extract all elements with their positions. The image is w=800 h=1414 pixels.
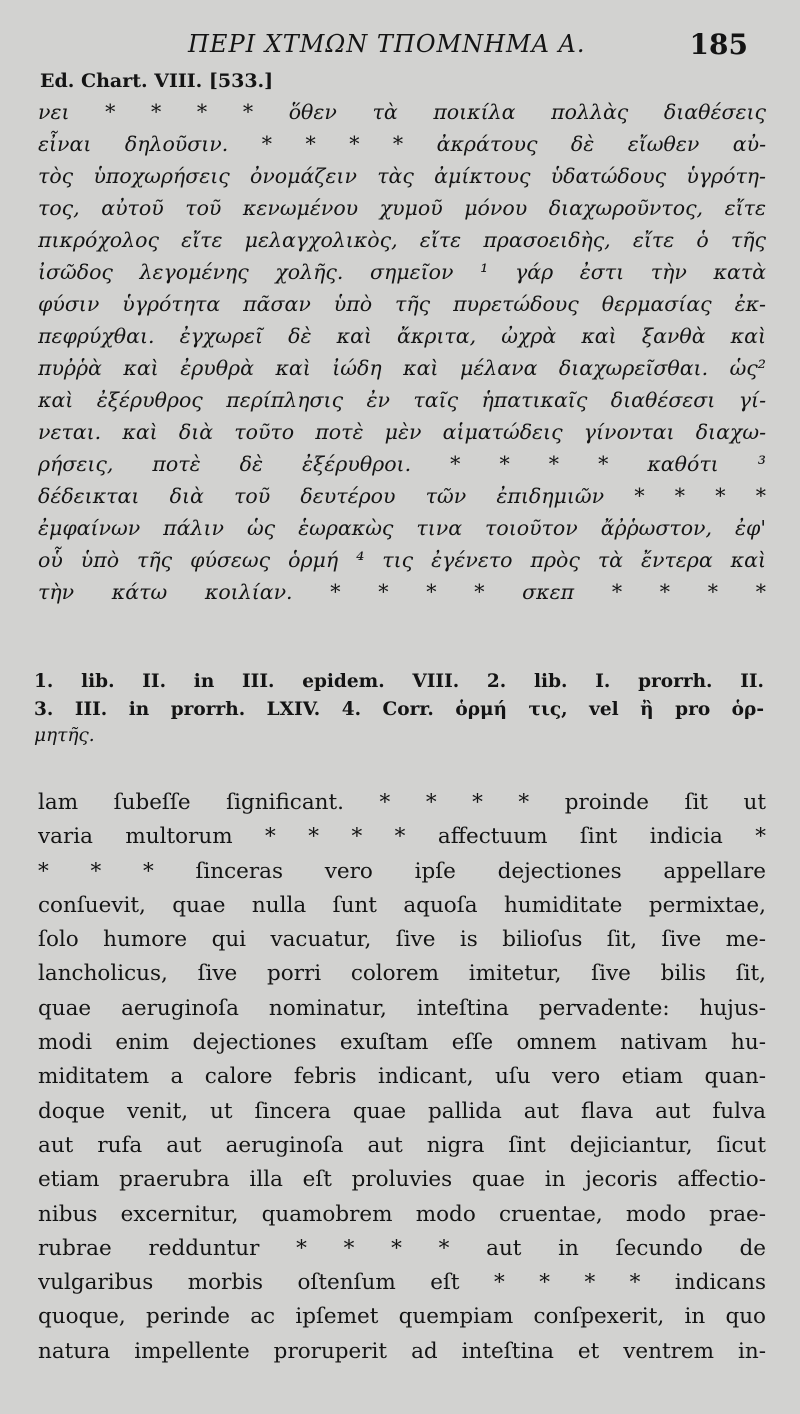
greek-text-line: πυῤῥὰ καὶ ἐρυθρὰ καὶ ἰώδη καὶ μέλανα διαχωρεῖσθαι. ὡς²	[38, 356, 766, 380]
latin-text-line: miditatem a calore febris indicant, uſu vero etiam quan-	[38, 1064, 766, 1090]
greek-text-line: οὗ ὑπὸ τῆς φύσεως ὁρμή ⁴ τις ἐγένετο πρὸς τὰ ἔντερα καὶ	[38, 548, 766, 572]
latin-text-block	[38, 786, 766, 1369]
latin-text-line: conſuevit, quae nulla ſunt aquoſa humiditate permixtae,	[38, 892, 766, 918]
greek-text-line: εἶναι δηλοῦσιν. * * * * ἀκράτους δὲ εἴωθεν αὐ-	[38, 132, 766, 156]
latin-text-line: vulgaribus morbis oſtenſum eſt * * * * indicans	[38, 1270, 766, 1296]
latin-text-line: natura impellente proruperit ad inteſtina et ventrem in-	[38, 1338, 766, 1364]
greek-text-line: ρήσεις, ποτὲ δὲ ἐξέρυθροι. * * * * καθότι ³	[38, 452, 766, 476]
latin-text-line: ſolo humore qui vacuatur, ſive is bilioſus ſit, ſive me-	[38, 927, 766, 953]
footnote-line: 3. III. in prorrh. LXIV. 4. Corr. ὁρμή τις, vel ἢ pro ὁρ-	[34, 699, 764, 720]
greek-text-line: τὸς ὑποχωρήσεις ὀνομάζειν τὰς ἀμίκτους ὑδατώδους ὑγρότη-	[38, 164, 766, 188]
greek-text-line: τος, αὐτοῦ τοῦ κενωμένου χυμοῦ μόνου διαχωροῦντος, εἴτε	[38, 196, 766, 220]
greek-text-line: ἐμφαίνων πάλιν ὡς ἑωρακὼς τινα τοιοῦτον ἄῤῥωστον, ἐφ'	[38, 516, 766, 540]
greek-text-line: νει * * * * ὅθεν τὰ ποικίλα πολλὰς διαθέσεις	[38, 100, 766, 124]
edition-reference: Ed. Chart. VIII. [533.]	[40, 70, 274, 92]
running-head	[0, 28, 800, 68]
footnotes-block	[34, 668, 764, 750]
latin-text-line: quoque, perinde ac ipſemet quempiam conſpexerit, in quo	[38, 1304, 766, 1330]
latin-text-line: quae aeruginoſa nominatur, inteſtina pervadente: hujus-	[38, 995, 766, 1021]
latin-text-line: nibus excernitur, quamobrem modo cruentae, modo prae-	[38, 1201, 766, 1227]
running-title: ΠΕΡΙ ΧΤΜΩΝ ΤΠΟΜΝΗΜΑ Α.	[188, 30, 586, 58]
latin-text-line: etiam praerubra illa eſt proluvies quae in jecoris affectio-	[38, 1167, 766, 1193]
latin-text-line: lam ſubeſſe ſignificant. * * * * proinde ſit ut	[38, 790, 766, 815]
greek-text-line: δέδεικται διὰ τοῦ δευτέρου τῶν ἐπιδημιῶν * * * *	[38, 484, 766, 508]
greek-text-line: πεφρύχθαι. ἐγχωρεῖ δὲ καὶ ἄκριτα, ὠχρὰ καὶ ξανθὰ καὶ	[38, 324, 766, 348]
page-number: 185	[689, 28, 748, 61]
latin-text-line: * * * ſinceras vero ipſe dejectiones appellare	[38, 858, 766, 884]
greek-text-line: νεται. καὶ διὰ τοῦτο ποτὲ μὲν αἱματώδεις γίνονται διαχω-	[38, 420, 766, 444]
latin-text-line: rubrae redduntur * * * * aut in ſecundo de	[38, 1235, 766, 1261]
greek-text-line: πικρόχολος εἴτε μελαγχολικὸς, εἴτε πρασοειδὴς, εἴτε ὁ τῆς	[38, 228, 766, 252]
latin-text-line: doque venit, ut ſincera quae pallida aut flava aut fulva	[38, 1098, 766, 1124]
greek-text-block	[38, 96, 766, 608]
footnote-line: 1. lib. II. in III. epidem. VIII. 2. lib. I. prorrh. II.	[34, 671, 764, 692]
latin-text-line: aut rufa aut aeruginoſa aut nigra ſint dejiciantur, ſicut	[38, 1132, 766, 1158]
footnote-line: μητῆς.	[34, 725, 95, 746]
latin-text-line: varia multorum * * * * affectuum ſint indicia *	[38, 824, 766, 850]
greek-text-line: καὶ ἐξέρυθρος περίπλησις ἐν ταῖς ἡπατικαῖς διαθέσεσι γί-	[38, 388, 766, 412]
greek-text-line: φύσιν ὑγρότητα πᾶσαν ὑπὸ τῆς πυρετώδους θερμασίας ἐκ-	[38, 292, 766, 316]
greek-text-line: τὴν κάτω κοιλίαν. * * * * σκεπ * * * *	[38, 580, 766, 604]
latin-text-line: modi enim dejectiones exuſtam eſſe omnem nativam hu-	[38, 1030, 766, 1056]
latin-text-line: lancholicus, ſive porri colorem imitetur, ſive bilis ſit,	[38, 961, 766, 987]
greek-text-line: ἰσῶδος λεγομένης χολῆς. σημεῖον ¹ γάρ ἐστι τὴν κατὰ	[38, 260, 766, 284]
